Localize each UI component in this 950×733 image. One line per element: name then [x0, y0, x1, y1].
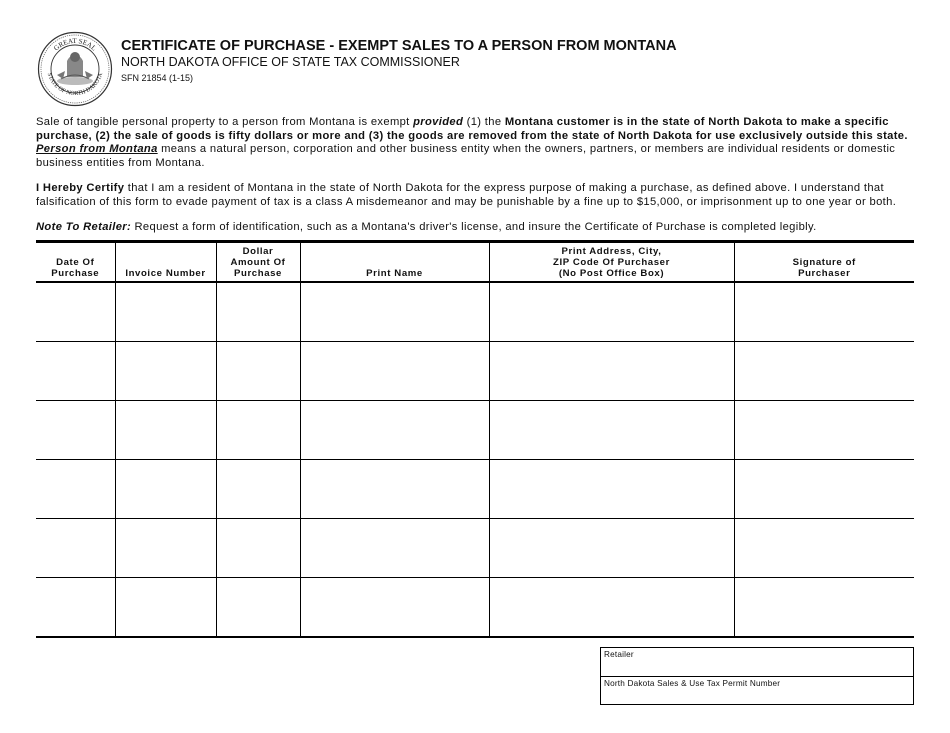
table-row: [36, 578, 914, 638]
invoice-cell[interactable]: [115, 578, 216, 638]
signature-cell[interactable]: [734, 460, 914, 519]
invoice-cell[interactable]: [115, 401, 216, 460]
amount-cell[interactable]: [216, 460, 300, 519]
col-header-date: Date Of Purchase: [36, 242, 115, 283]
date-cell[interactable]: [36, 282, 115, 342]
date-cell[interactable]: [36, 342, 115, 401]
table-row: [36, 519, 914, 578]
address-cell[interactable]: [489, 282, 734, 342]
name-cell[interactable]: [300, 578, 489, 638]
date-cell[interactable]: [36, 578, 115, 638]
name-cell[interactable]: [300, 519, 489, 578]
amount-cell[interactable]: [216, 578, 300, 638]
permit-number-label: North Dakota Sales & Use Tax Permit Number: [604, 679, 781, 688]
permit-number-field[interactable]: [601, 676, 913, 704]
date-cell[interactable]: [36, 401, 115, 460]
intro-paragraph: Sale of tangible personal property to a person from Montana is exempt provided (1) the Montana customer is in the state of North Dakota to make a specific purchase, (2) the sale of goods is fifty dollars or more and (3) the goods are removed from the state of North Dakota for use exclusively outside this state. Person from Montana means a natural person, corporation and other business entity when the owners, partners, or members are individual residents or domestic business entities from Montana.: [36, 116, 908, 169]
signature-cell[interactable]: [734, 282, 914, 342]
col-header-name: Print Name: [300, 242, 489, 283]
table-row: [36, 342, 914, 401]
col-header-address: Print Address, City, ZIP Code Of Purchaser (No Post Office Box): [489, 242, 734, 283]
name-cell[interactable]: [300, 282, 489, 342]
table-row: [36, 282, 914, 342]
certification-paragraph: I Hereby Certify that I am a resident of Montana in the state of North Dakota for the express purpose of making a purchase, as defined above. I understand that falsification of this form to evade payment of tax is a class A misdemeanor and may be punishable by a fine up to $15,000, or imprisonment up to one year or both.: [36, 182, 897, 208]
table-row: [36, 460, 914, 519]
retailer-label: Retailer: [604, 650, 634, 659]
signature-cell[interactable]: [734, 401, 914, 460]
name-cell[interactable]: [300, 401, 489, 460]
svg-text:STATE OF NORTH DAKOTA: STATE OF NORTH DAKOTA: [45, 72, 105, 98]
signature-cell[interactable]: [734, 519, 914, 578]
address-cell[interactable]: [489, 401, 734, 460]
col-header-signature: Signature of Purchaser: [734, 242, 914, 283]
invoice-cell[interactable]: [115, 519, 216, 578]
retailer-field[interactable]: [601, 648, 913, 676]
form-header: [121, 38, 677, 85]
amount-cell[interactable]: [216, 401, 300, 460]
date-cell[interactable]: [36, 519, 115, 578]
amount-cell[interactable]: [216, 519, 300, 578]
table-row: [36, 401, 914, 460]
retailer-box: [600, 647, 914, 705]
signature-cell[interactable]: [734, 342, 914, 401]
form-title: CERTIFICATE OF PURCHASE - EXEMPT SALES TO A PERSON FROM MONTANA: [121, 38, 677, 54]
address-cell[interactable]: [489, 578, 734, 638]
state-seal-logo: [37, 31, 113, 107]
address-cell[interactable]: [489, 519, 734, 578]
form-number: SFN 21854 (1-15): [121, 73, 194, 83]
address-cell[interactable]: [489, 342, 734, 401]
amount-cell[interactable]: [216, 342, 300, 401]
amount-cell[interactable]: [216, 282, 300, 342]
table-header-row: [36, 242, 914, 283]
date-cell[interactable]: [36, 460, 115, 519]
purchase-table: [36, 240, 914, 638]
invoice-cell[interactable]: [115, 342, 216, 401]
col-header-invoice: Invoice Number: [115, 242, 216, 283]
invoice-cell[interactable]: [115, 460, 216, 519]
name-cell[interactable]: [300, 342, 489, 401]
person-from-montana-term: Person from Montana: [36, 143, 158, 156]
name-cell[interactable]: [300, 460, 489, 519]
invoice-cell[interactable]: [115, 282, 216, 342]
retailer-note: Note To Retailer: Request a form of identification, such as a Montana's driver's license, and insure the Certificate of Purchase is completed legibly.: [36, 221, 817, 233]
address-cell[interactable]: [489, 460, 734, 519]
svg-text:GREAT SEAL: GREAT SEAL: [52, 36, 98, 53]
agency-name: NORTH DAKOTA OFFICE OF STATE TAX COMMISSIONER: [121, 55, 460, 69]
col-header-amount: Dollar Amount Of Purchase: [216, 242, 300, 283]
signature-cell[interactable]: [734, 578, 914, 638]
